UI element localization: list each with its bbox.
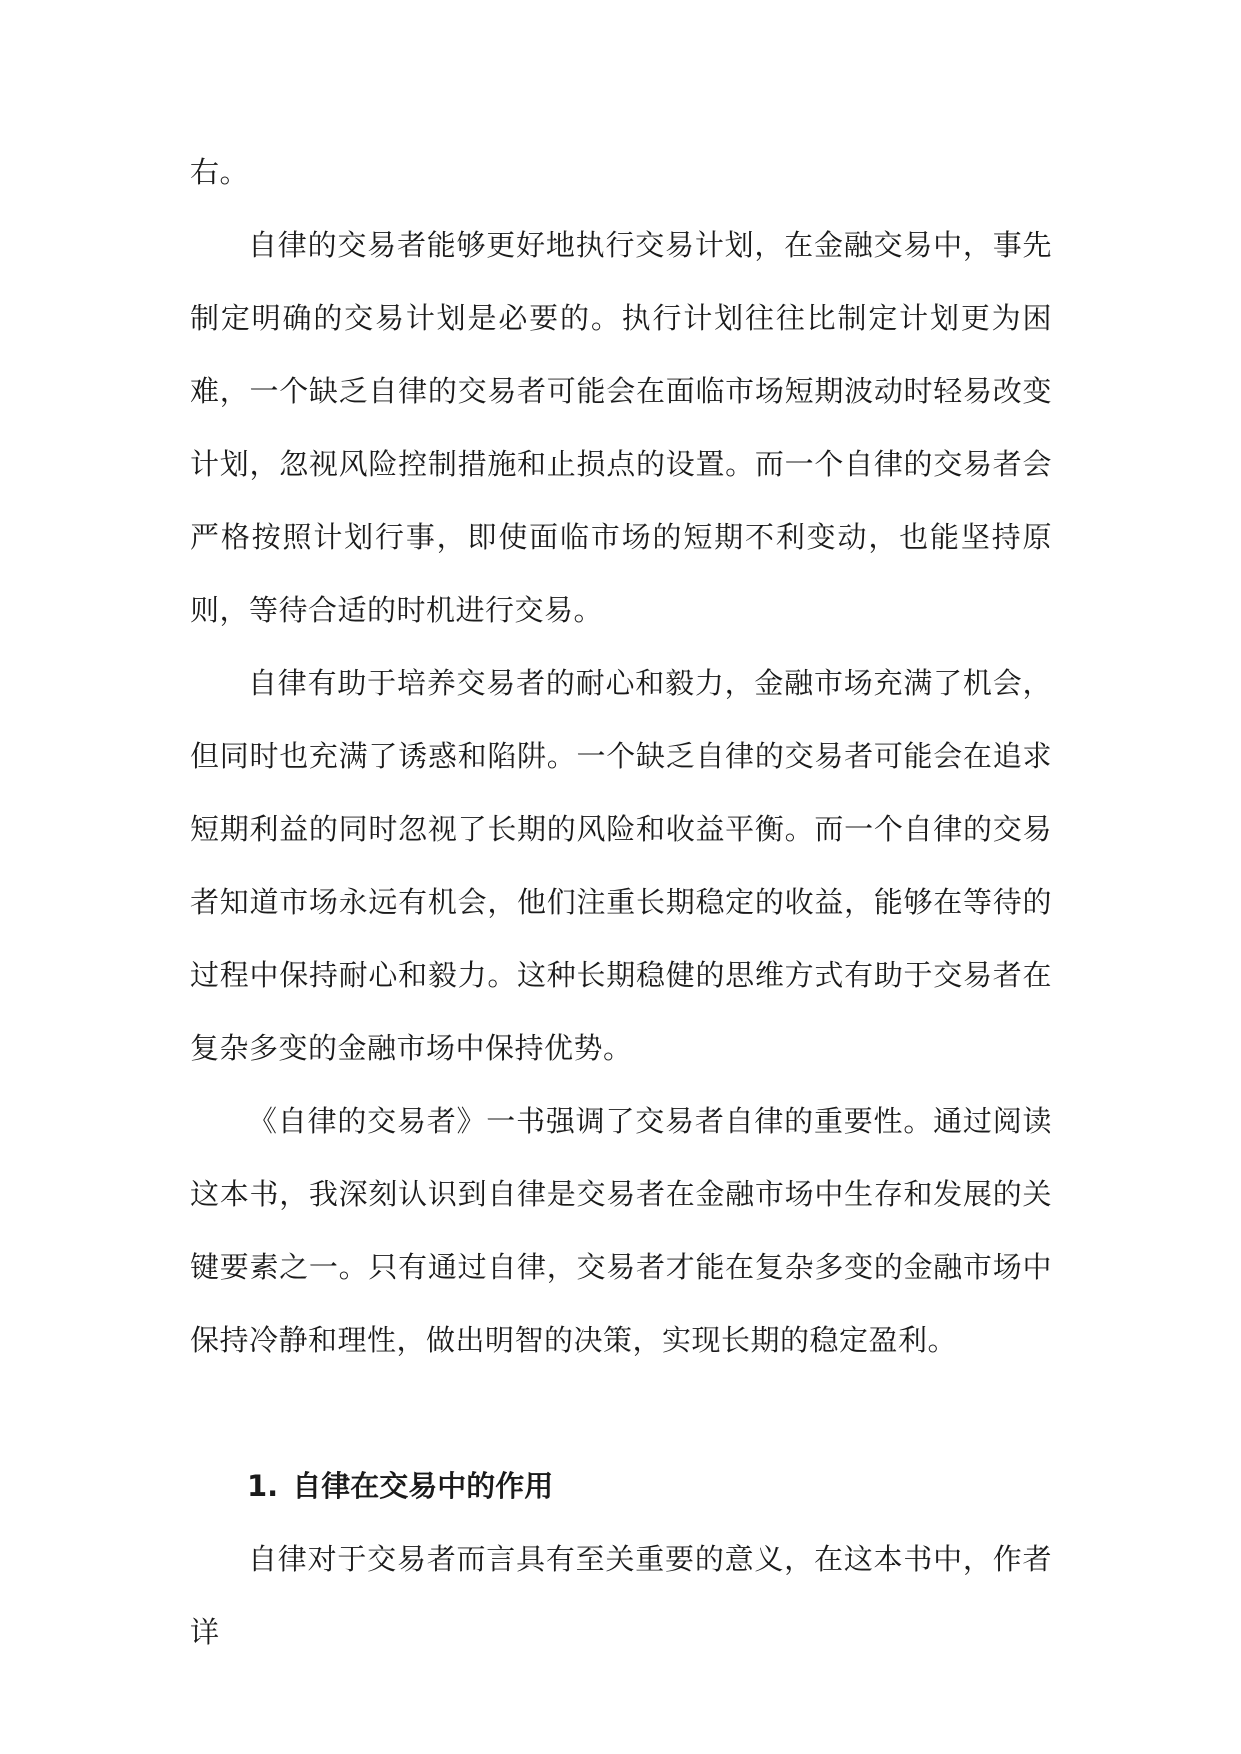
continuation-text: 右。 — [190, 155, 250, 189]
section-number: 1. — [247, 1469, 279, 1503]
paragraph-trading-plan: 自律的交易者能够更好地执行交易计划，在金融交易中，事先制定明确的交易计划是必要的。执行计划往往比制定计划更为困难，一个缺乏自律的交易者可能会在面临市场短期波动时轻易改变计划，忽视风险控制措施和止损点的设置。而一个自律的交易者会严格按照计划行事，即使面临市场的短期不利变动，也能坚持原则，等待合适的时机进行交易。 — [190, 228, 1052, 627]
paragraph-book-summary: 《自律的交易者》一书强调了交易者自律的重要性。通过阅读这本书，我深刻认识到自律是交易者在金融市场中生存和发展的关键要素之一。只有通过自律，交易者才能在复杂多变的金融市场中保持冷静和理性，做出明智的决策，实现长期的稳定盈利。 — [190, 1104, 1052, 1357]
paragraph-section-intro: 自律对于交易者而言具有至关重要的意义，在这本书中，作者详 — [190, 1542, 1052, 1649]
section-title: 自律在交易中的作用 — [292, 1469, 554, 1503]
section-heading — [247, 1450, 553, 1523]
paragraph-patience: 自律有助于培养交易者的耐心和毅力，金融市场充满了机会，但同时也充满了诱惑和陷阱。一个缺乏自律的交易者可能会在追求短期利益的同时忽视了长期的风险和收益平衡。而一个自律的交易者知道市场永远有机会，他们注重长期稳定的收益，能够在等待的过程中保持耐心和毅力。这种长期稳健的思维方式有助于交易者在复杂多变的金融市场中保持优势。 — [190, 666, 1052, 1065]
